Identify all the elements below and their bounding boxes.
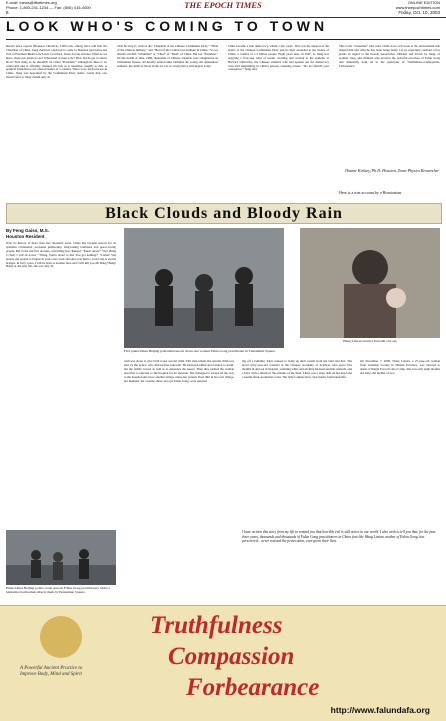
photo2-side-text: On November 7, 2000, Wang Lixuan, a 27-year-old woman from Ganzhou County in Hainan Province, was tortured to death at Wanjia Forced Labor Camp. She was only eight months old baby and mother of two. — [360, 359, 440, 375]
top-column-2: what he truly is, such as the "Chairman of the Chinese Communist Party," "Head of the Chinese military," and "Head of the Central Government in China." So we should call him "Chairman" or "Chief" of "Head" of China. But not "President." On the fourth of June, 1989, thousands of Chinese students were slaughtered on Tiananmen Square. An heavily-armed tanks trampled the young and defenseless students, the smell of blood in the air was so strong that it still lingers today. — [117, 44, 218, 68]
online-label: ONLINE EDITION — [407, 0, 440, 5]
tiananmen-photo — [6, 530, 116, 585]
feature-column-2: with was about to give birth to her second child. This man whom she and the child was shot by the police, who declared her innocent. He had been killed and tortured to death, but the family vowed as well as to denounce the lesson. Then they pushed the woman and tried to take her to the hospital for an abortion. She managed to escape on the way to the hospital and ran to another village where her parents lived. But in her own village, her husband, her cousins, those also got Falun Gong, were arrested. — [124, 359, 234, 383]
closing-paragraph: I have written this story from my life to remind you that horrible evil is still active in our world. I also wish to tell you that, for the past three years, thousands and thousands of Falun Gong practitioners in China (not like Wang Lixuan, mother of Falun Gong, has persevered... never resisted the persecution, even given their lives. — [242, 530, 436, 543]
police-photo-image — [124, 228, 284, 348]
ad-word-truthfulness: Truthfulness — [150, 612, 283, 639]
contact-info: E-mail: inews@ithetimes.org Phone: 1-800-241-1234 — Fax: (806) 415-4000 — [6, 0, 91, 10]
feature-headline: Black Clouds and Bloody Rain — [6, 203, 442, 224]
ad-url-link[interactable]: http://www.falundafa.org — [330, 705, 430, 715]
byline — [6, 228, 49, 239]
issue-date: Friday, Oct. 10, 2003 — [398, 10, 440, 15]
feature-column-3: ing off a building. They refused to bring up their cousin from the land and that. The novel forty-year-old scientist at the Chinese Academy of Sciences who spent five months in and out in hospital, vomiting white and sticking his head and his stomach, and a baby with a sketch of the remains of the dead. There was a large dent on her head and a needle mark around her waist. The baby's ankles have clear marks from handcuffs. — [242, 359, 352, 379]
falun-emblem-icon — [40, 616, 82, 658]
top-column-4: This is the "statesman" who rules China now. Let's look at the environment that shaped him and what he has done being lately. Let us especially consider a few points in regard to the bloody persecution, initiated and driven by Jiang, of women, men, and children who practice the peaceful exercises of Falun Gong and adamantly hold on to the principles of Truthfulness-Compassion-Forbearance. — [339, 44, 440, 68]
byline-location: Houston Resident — [6, 233, 45, 239]
photo2-caption: Wang Lixuan and her 8 month old son. — [342, 339, 398, 343]
top-signature: Dianne Kirksey, Ph.D. Houston, Texas Physics Researcher — [345, 168, 439, 173]
tiananmen-photo-image — [6, 530, 116, 585]
site-link[interactable]: www.theepochtimes.com — [395, 4, 440, 10]
police-photo — [124, 228, 284, 348]
byline-name: By Feng Gaiss, M.S. — [6, 228, 50, 233]
page-number: 8 — [6, 10, 9, 15]
top-extra-note: Here is a true account by a Houstonian. — [339, 190, 403, 195]
ad-word-compassion: Compassion — [168, 643, 295, 670]
brand-logo: THE EPOCH TIMES — [184, 0, 262, 10]
left-caption: Five plainclothes Beijing policemen knock down one woman Falun Gong practitioner in Tiananmen Square. — [124, 349, 276, 353]
ad-word-forbearance: Forbearance — [186, 674, 320, 701]
wang-lixuan-photo — [300, 228, 440, 338]
top-column-3: China became a true democracy within a few years. This was the support of the elders of the Chinese Communist Party and he then ascended to the throne of China, a country of 1.3 billion people. Eight years later, in 1997, as Jiang was enjoying a five-year term of leader, strolling and waving at the students at Harvard University, the Chinese students who had spoken out for democracy were still languishing in China's prisons, enduring torture. "Do not disturb your conscience," Jiang said. — [228, 44, 329, 72]
feature-column-1: Over its history of more than five thousand years, China has become known for its splendid civilization, profound philosophy, long-lasting traditions and peace-loving people. But in the last five decades, everything has changed. "Knee! down!" "No! Bring a chair, I will sit down." "Wang, You're about to die! You got nothing?" "Listen! You people use people to litigate in your own crook and shot over him to avoid and to eat his bridges. In forty years, I will be back as another hero and I will kill you all! Bang! Bang! Bang! A tall tone fell, she was only 43. — [6, 241, 116, 269]
top-headline: LOOK WHO'S COMING TO TOWN — [6, 18, 329, 34]
wang-lixuan-photo-image — [300, 228, 440, 338]
photo1-caption: Plainclothes Beijing police crack doweal Falun Gong practitioners while a uniformed policeman directs them in Tiananmen Square. — [6, 586, 111, 595]
top-rule — [6, 39, 440, 40]
email-text: E-mail: inews@ithetimes.org — [6, 0, 57, 5]
ad-tagline: A Powerful Ancient Practice to Improve Body, Mind and Spirit — [20, 666, 83, 677]
masthead — [0, 0, 446, 18]
phone-text: Phone: 1-800-241-1234 — [6, 4, 49, 10]
top-column-1: Recent news reports (Houston Chronicle, CNN.com, others) have said that the Chairman of China, Jiang Zemin is expected to come to Houston just before his visit to President Bush's ranch near Crawford, Texas, in late October. What do we know about our guests-to-be? What kind of man is he? How did he get to where he is? First thing is, he shouldn't be called "President," although he likes to be called that and is officially changed his title so it translates roughly to that. A political President is not elected leader of a country. There is no such process in China. Jiang was appointed by the Communist Party elders. Given that, one should refer to Jiang Zemin only as — [6, 44, 107, 80]
falun-dafa-ad[interactable] — [0, 605, 446, 721]
fax-text: Fax: (806) 415-4000 — [54, 4, 91, 10]
